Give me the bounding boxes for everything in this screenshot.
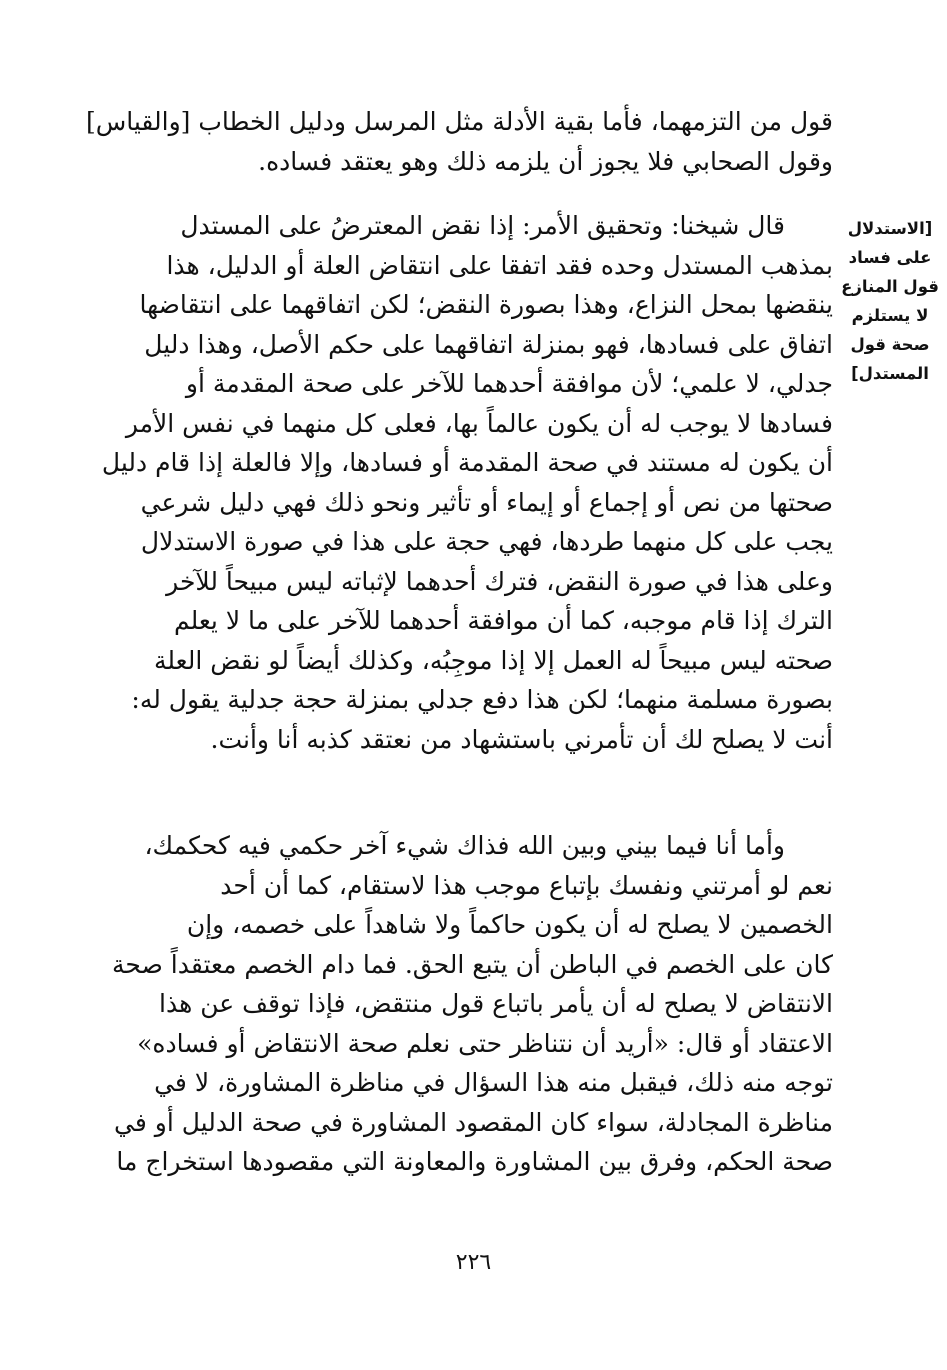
text-line: الخصمين لا يصلح له أن يكون حاكماً ولا شاهداً على خصمه، وإن: [186, 910, 833, 939]
text-line: صحة الحكم، وفرق بين المشاورة والمعاونة التي مقصودها استخراج ما: [116, 1147, 833, 1176]
text-line: الانتقاض لا يصلح له أن يأمر باتباع قول منتقض، فإذا توقف عن هذا: [159, 989, 833, 1018]
paragraph-3: [75, 826, 833, 1182]
text-line: فسادها لا يوجب له أن يكون عالماً بها، فعلى كل منهما في نفس الأمر: [125, 408, 833, 438]
text-line: أن يكون له مستند في صحة المقدمة أو فسادها، وإلا فالعلة إذا قام دليل: [101, 448, 833, 477]
paragraph-1: [75, 102, 833, 181]
text-line: يجب على كل منهما طردها، فهي حجة على هذا في صورة الاستدلال: [140, 527, 833, 556]
text-line: اتفاق على فسادها، فهو بمنزلة اتفاقهما على حكم الأصل، وهذا دليل: [144, 329, 833, 359]
text-line: وقول الصحابي فلا يجوز أن يلزمه ذلك وهو يعتقد فساده.: [258, 146, 833, 176]
text-line: الترك إذا قام موجبه، كما أن موافقة أحدهما للآخر على ما لا يعلم: [173, 606, 833, 635]
paragraph-2: [75, 206, 833, 759]
text-line: صحتها من نص أو إجماع أو إيماء أو تأثير ونحو ذلك فهي دليل شرعي: [140, 487, 833, 517]
text-line: أنت لا يصلح لك أن تأمرني باستشهاد من نعتقد كذبه أنا وأنت.: [210, 724, 833, 754]
text-line: نعم لو أمرتني ونفسك بإتباع موجب هذا لاستقام، كما أن أحد: [220, 870, 833, 900]
margin-note-line: صحة قول: [850, 335, 930, 354]
text-line: توجه منه ذلك، فيقبل منه هذا السؤال في مناظرة المشاورة، لا في: [154, 1068, 833, 1097]
margin-note-line: [الاستدلال: [847, 219, 933, 238]
text-line: جدلي، لا علمي؛ لأن موافقة أحدهما للآخر على صحة المقدمة أو: [185, 369, 833, 398]
text-line: قال شيخنا: وتحقيق الأمر: إذا نقض المعترضُ على المستدل: [180, 211, 785, 240]
margin-note-line: على فساد: [848, 248, 932, 267]
text-line: كان على الخصم في الباطن أن يتبع الحق. فما دام الخصم معتقداً صحة: [112, 949, 833, 979]
text-line: ينقضها بمحل النزاع، وهذا بصورة النقض؛ لكن اتفاقهما على انتقاضها: [139, 290, 833, 319]
text-line: صحته ليس مبيحاً له العمل إلا إذا موجِبُه، وكذلك أيضاً لو نقض العلة: [153, 645, 833, 675]
margin-note-line: لا يستلزم: [851, 306, 929, 325]
margin-note-line: المستدل]: [851, 364, 929, 383]
text-line: وأما أنا فيما بيني وبين الله فذاك شيء آخر حكمي فيه كحكمك،: [144, 831, 785, 860]
margin-note: [840, 214, 940, 388]
text-line: بصورة مسلمة منهما؛ لكن هذا دفع جدلي بمنزلة حجة جدلية يقول له:: [131, 685, 833, 714]
text-line: قول من التزمهما، فأما بقية الأدلة مثل المرسل ودليل الخطاب [والقياس]: [85, 107, 833, 136]
text-line: بمذهب المستدل وحده فقد اتفقا على انتقاض العلة أو الدليل، هذا: [166, 250, 833, 280]
text-line: الاعتقاد أو قال: «أريد أن نتناظر حتى نعلم صحة الانتقاض أو فساده»: [137, 1028, 833, 1058]
page-number: ٢٢٦: [455, 1250, 492, 1275]
text-line: مناظرة المجادلة، سواء كان المقصود المشاورة في صحة الدليل أو في: [114, 1107, 833, 1137]
text-line: وعلى هذا في صورة النقض، فترك أحدهما لإثباته ليس مبيحاً للآخر: [166, 566, 833, 596]
margin-note-line: قول المنازع: [841, 277, 939, 296]
